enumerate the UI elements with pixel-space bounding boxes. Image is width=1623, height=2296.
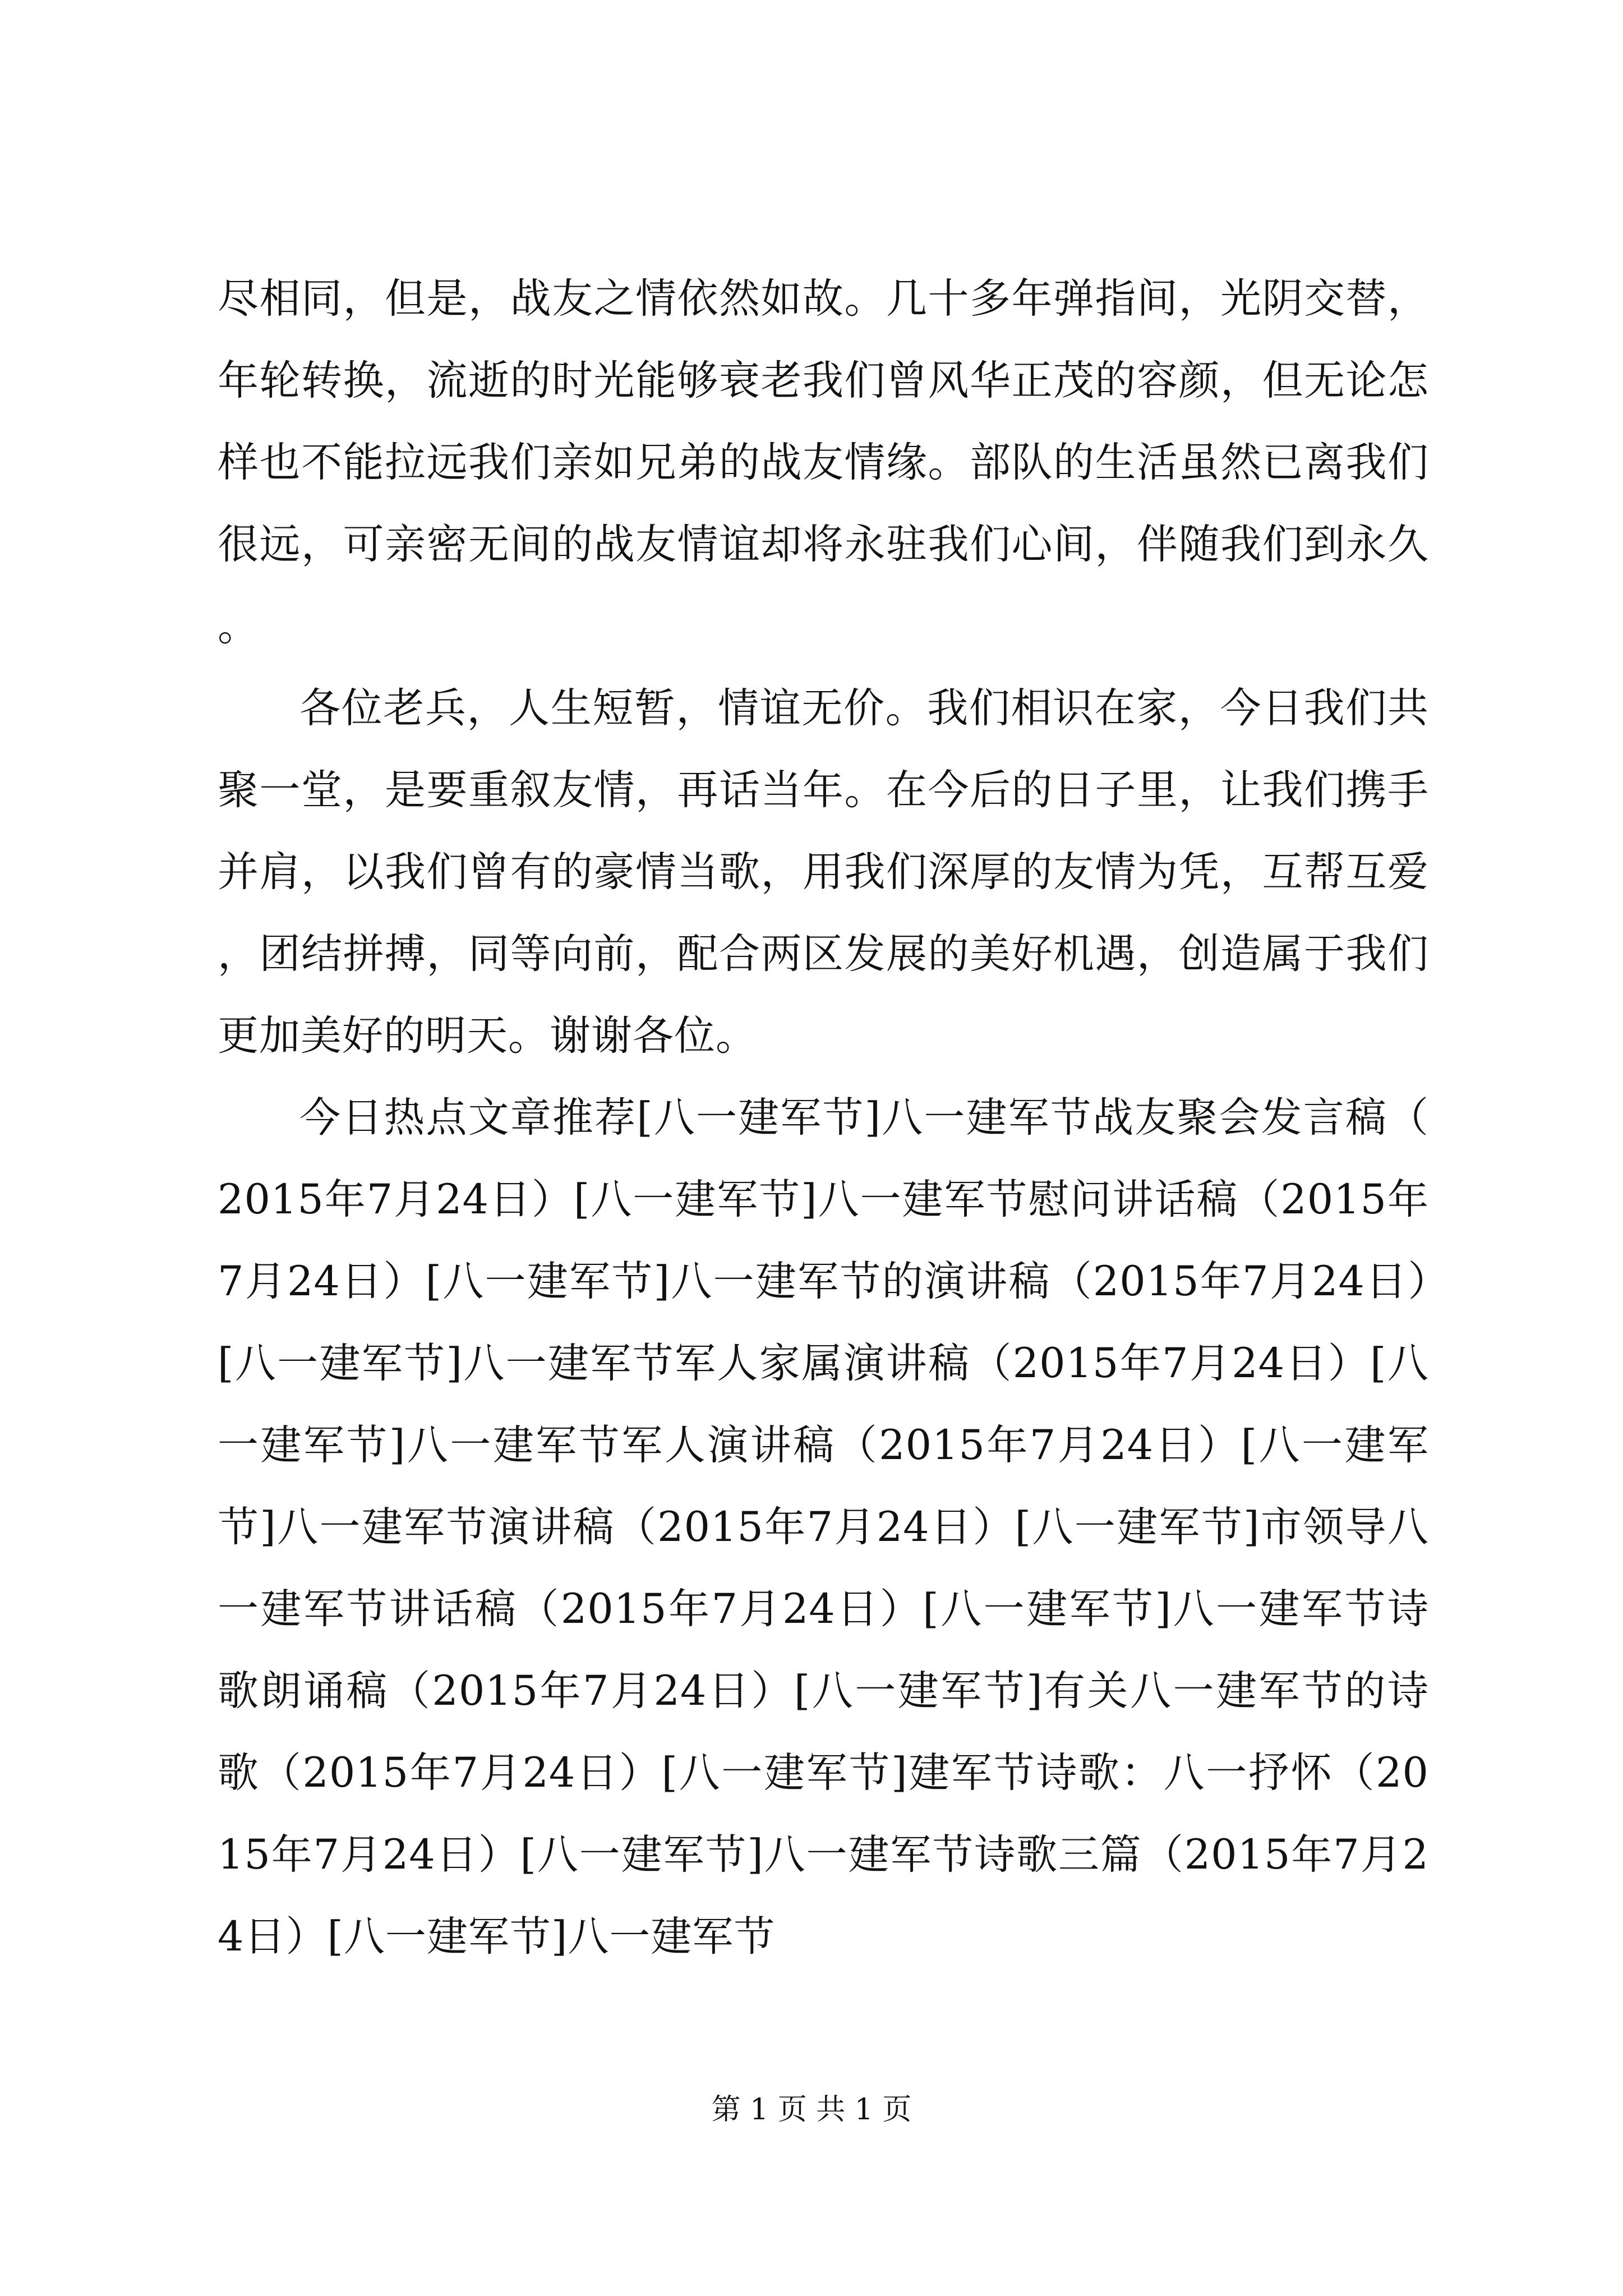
page-number-footer: 第 1 页 共 1 页 bbox=[711, 2093, 912, 2127]
document-body bbox=[218, 258, 1429, 1978]
paragraph-recommended-articles: 今日热点文章推荐[八一建军节]八一建军节战友聚会发言稿（2015年7月24日）[八一建军节]八一建军节慰问讲话稿（2015年7月24日）[八一建军节]八一建军节的演讲稿（2015年7月24日）[八一建军节]八一建军节军人家属演讲稿（2015年7月24日）[八一建军节]八一建军节军人演讲稿（2015年7月24日）[八一建军节]八一建军节演讲稿（2015年7月24日）[八一建军节]市领导八一建军节讲话稿（2015年7月24日）[八一建军节]八一建军节诗歌朗诵稿（2015年7月24日）[八一建军节]有关八一建军节的诗歌（2015年7月24日）[八一建军节]建军节诗歌：八一抒怀（2015年7月24日）[八一建军节]八一建军节诗歌三篇（2015年7月24日）[八一建军节]八一建军节 bbox=[218, 1094, 1429, 1961]
paragraph-closing-remarks: 各位老兵，人生短暂，情谊无价。我们相识在家，今日我们共聚一堂，是要重叙友情，再话当年。在今后的日子里，让我们携手并肩，以我们曾有的豪情当歌，用我们深厚的友情为凭，互帮互爱，团结拼搏，同等向前，配合两区发展的美好机遇，创造属于我们更加美好的明天。谢谢各位。 bbox=[218, 684, 1429, 1060]
paragraph-continuation: 尽相同，但是，战友之情依然如故。几十多年弹指间，光阴交替，年轮转换，流逝的时光能够衰老我们曾风华正茂的容颜，但无论怎样也不能拉远我们亲如兄弟的战友情缘。部队的生活虽然已离我们很远，可亲密无间的战友情谊却将永驻我们心间，伴随我们到永久。 bbox=[218, 275, 1429, 650]
